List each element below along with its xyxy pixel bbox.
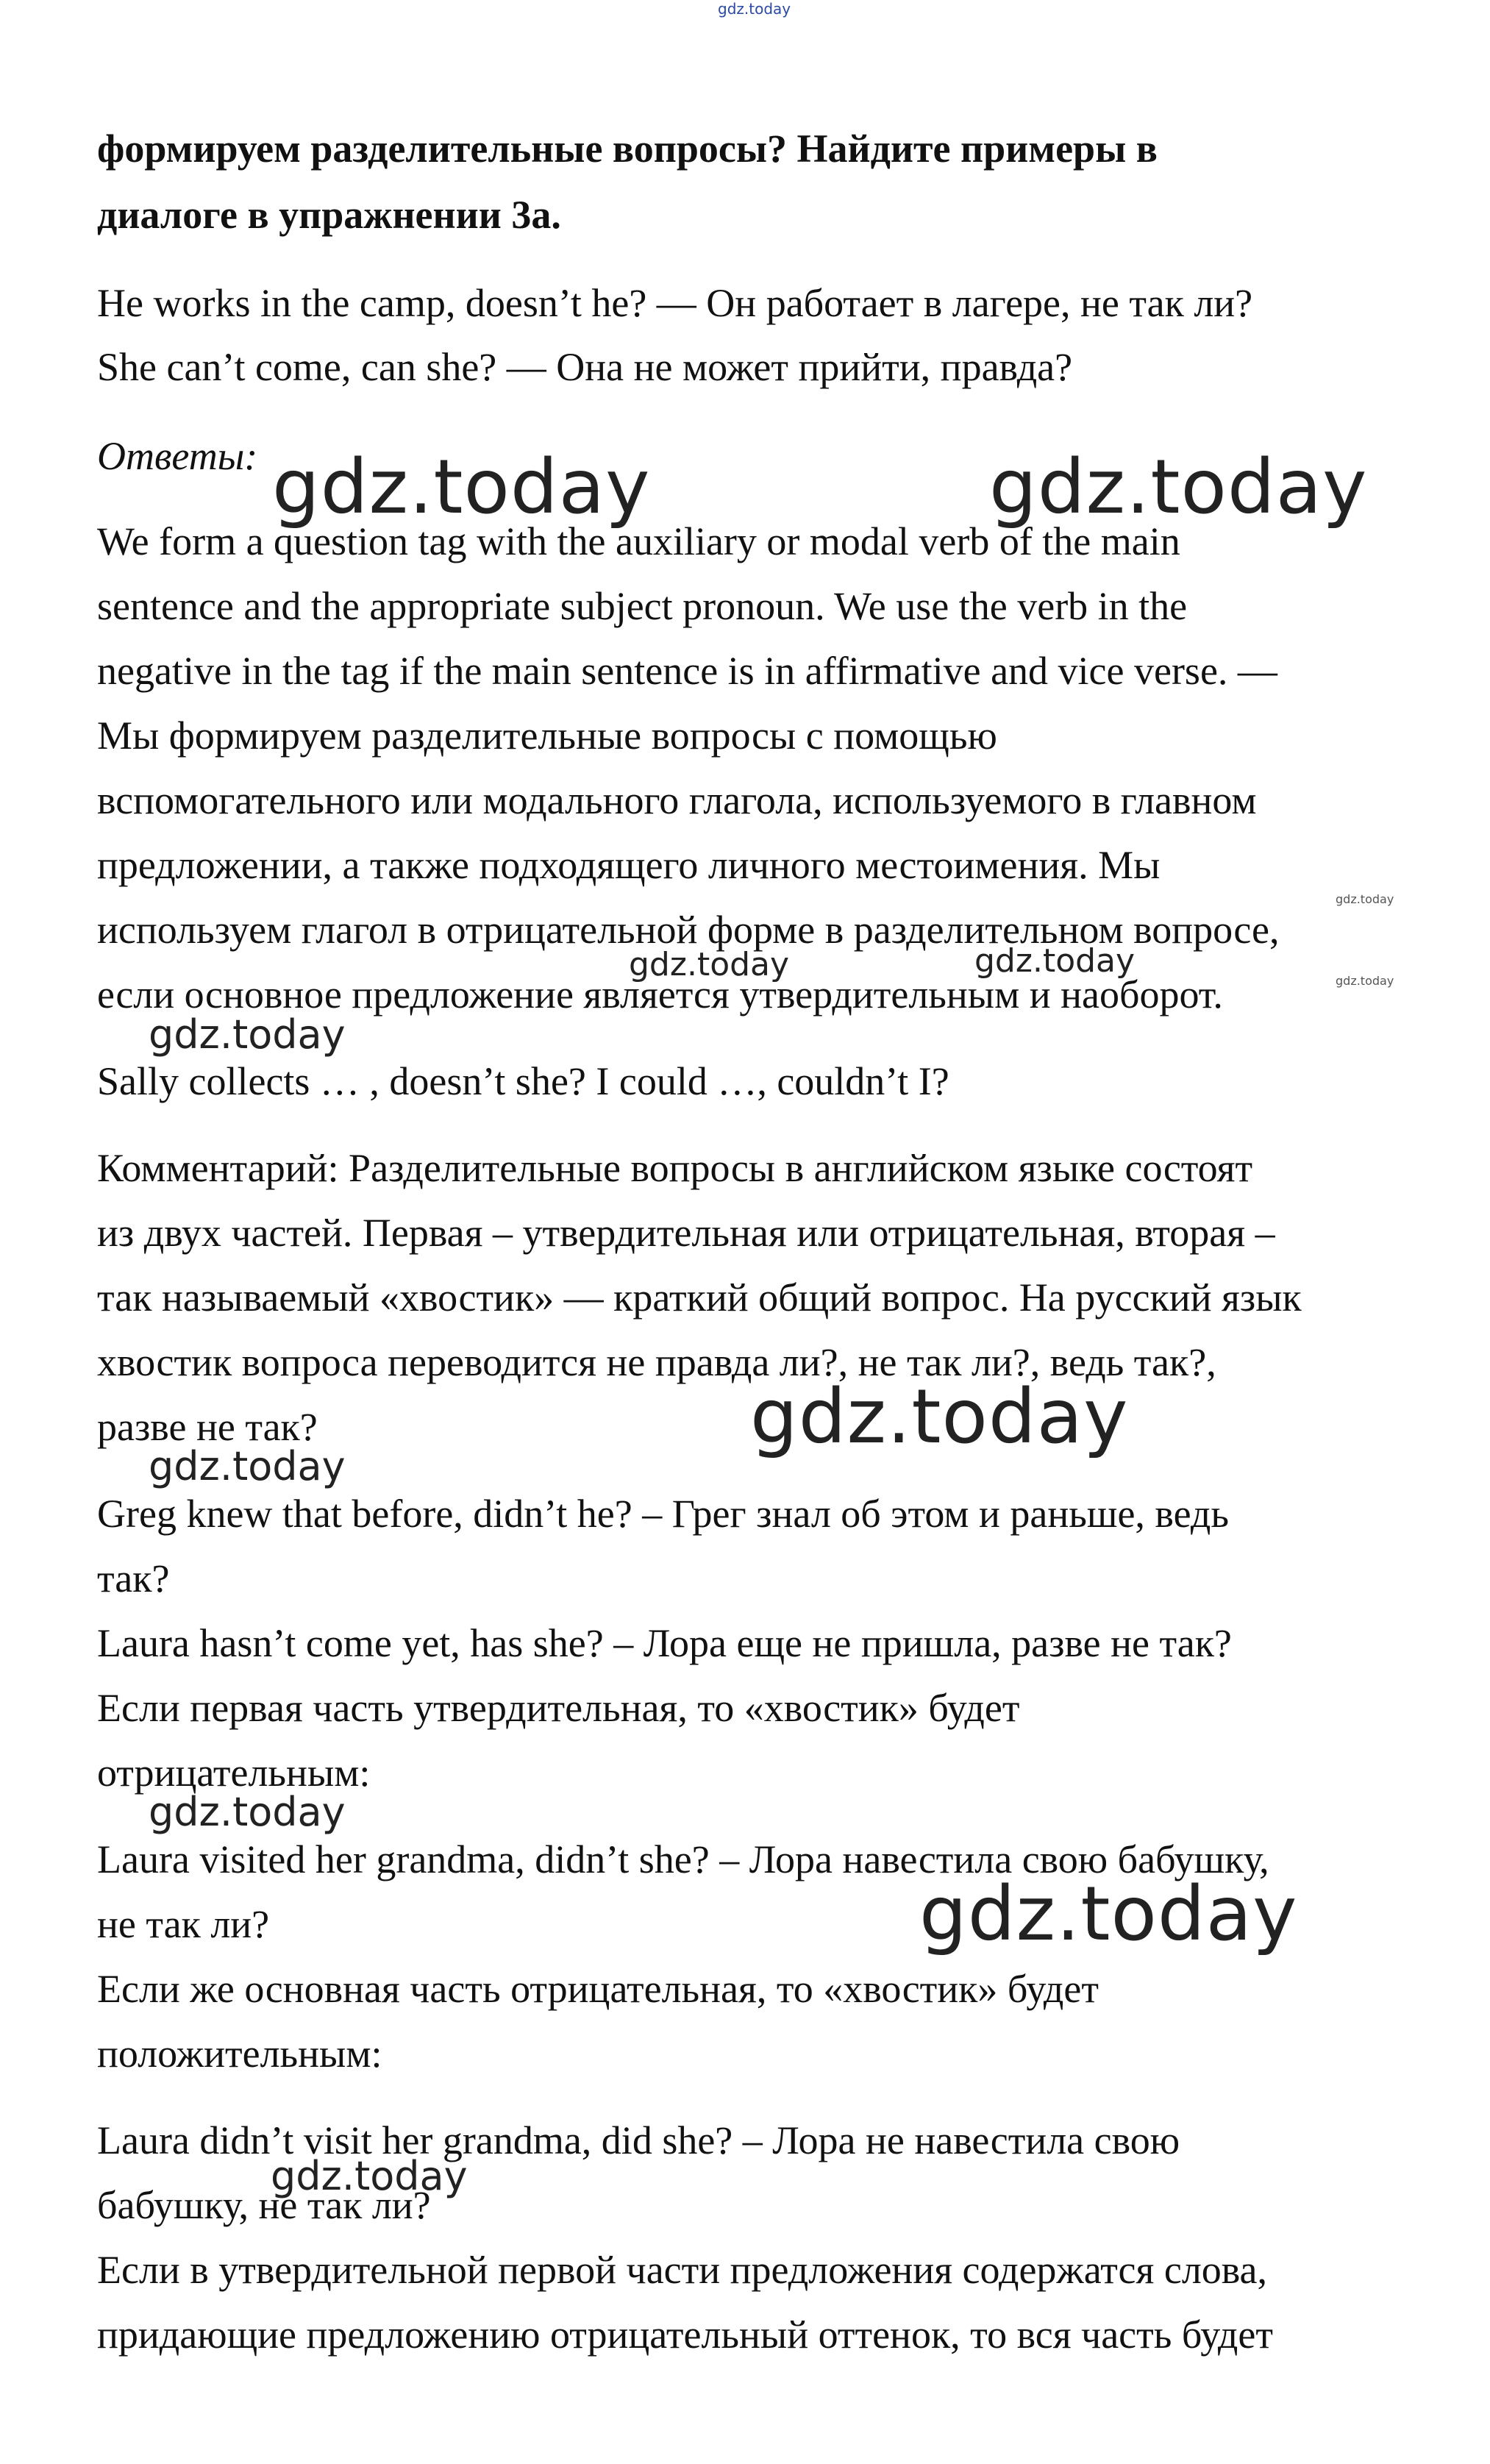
comment-line-11: Laura visited her grandma, didn’t she? – Лора навестила свою бабушку,	[97, 1837, 1269, 1881]
watermark-top: gdz.today	[718, 0, 791, 18]
watermark-medium: gdz.today	[271, 2153, 468, 2199]
comment-line-12: не так ли?	[97, 1902, 270, 1946]
comment-line-15: Laura didn’t visit her grandma, did she? – Лора не навестила свою	[97, 2118, 1180, 2162]
comment-line-10: отрицательным:	[97, 1751, 371, 1795]
comment-line-5: разве не так?	[97, 1405, 318, 1449]
watermark-large: gdz.today	[272, 444, 651, 531]
comment-line-1: Комментарий: Разделительные вопросы в английском языке состоят	[97, 1146, 1253, 1190]
dialogue-examples: Sally collects … , doesn’t she? I could …, couldn’t I?	[97, 1059, 949, 1103]
comment-line-4: хвостик вопроса переводится не правда ли?, не так ли?, ведь так?,	[97, 1340, 1216, 1384]
comment-line-7: так?	[97, 1556, 170, 1600]
comment-line-13: Если же основная часть отрицательная, то «хвостик» будет	[97, 1967, 1099, 2011]
comment-line-16: бабушку, не так ли?	[97, 2183, 431, 2227]
heading-line-1: формируем разделительные вопросы? Найдите примеры в	[97, 127, 1158, 171]
answers-label: Ответы:	[97, 434, 258, 478]
watermark-medium: gdz.today	[149, 1443, 346, 1489]
watermark-medium: gdz.today	[149, 1789, 346, 1835]
watermark-large: gdz.today	[750, 1373, 1129, 1461]
comment-line-2: из двух частей. Первая – утвердительная или отрицательная, вторая –	[97, 1211, 1275, 1255]
comment-line-14: положительным:	[97, 2032, 382, 2076]
watermark-large: gdz.today	[919, 1870, 1298, 1958]
answer-line-6: предложении, а также подходящего личного местоимения. Мы	[97, 843, 1161, 887]
answer-line-8: если основное предложение является утвердительным и наоборот.	[97, 972, 1223, 1016]
heading-line-2: диалоге в упражнении 3а.	[97, 193, 561, 237]
watermark-small: gdz.today	[629, 946, 790, 983]
comment-line-18: придающие предложению отрицательный оттенок, то вся часть будет	[97, 2312, 1273, 2357]
answer-line-7: используем глагол в отрицательной форме в разделительном вопросе,	[97, 908, 1280, 952]
comment-line-3: так называемый «хвостик» — краткий общий вопрос. На русский язык	[97, 1275, 1302, 1320]
comment-line-6: Greg knew that before, didn’t he? – Грег знал об этом и раньше, ведь	[97, 1492, 1229, 1536]
answer-line-2: sentence and the appropriate subject pronoun. We use the verb in the	[97, 584, 1188, 628]
watermark-tiny: gdz.today	[1336, 892, 1394, 906]
watermark-medium: gdz.today	[149, 1011, 346, 1058]
comment-line-8: Laura hasn’t come yet, has she? – Лора еще не пришла, разве не так?	[97, 1621, 1232, 1665]
watermark-large: gdz.today	[989, 444, 1368, 531]
watermark-small: gdz.today	[974, 942, 1136, 980]
comment-line-17: Если в утвердительной первой части предложения содержатся слова,	[97, 2248, 1268, 2292]
answer-line-1: We form a question tag with the auxiliary or modal verb of the main	[97, 519, 1180, 563]
answer-line-5: вспомогательного или модального глагола, используемого в главном	[97, 778, 1257, 822]
answer-line-3: negative in the tag if the main sentence is in affirmative and vice verse. —	[97, 649, 1277, 693]
example-line-2: She can’t come, can she? — Она не может прийти, правда?	[97, 345, 1073, 389]
example-line-1: He works in the camp, doesn’t he? — Он работает в лагере, не так ли?	[97, 281, 1253, 325]
watermark-tiny: gdz.today	[1336, 974, 1394, 988]
comment-line-9: Если первая часть утвердительная, то «хвостик» будет	[97, 1686, 1020, 1730]
answer-line-4: Мы формируем разделительные вопросы с помощью	[97, 713, 997, 758]
